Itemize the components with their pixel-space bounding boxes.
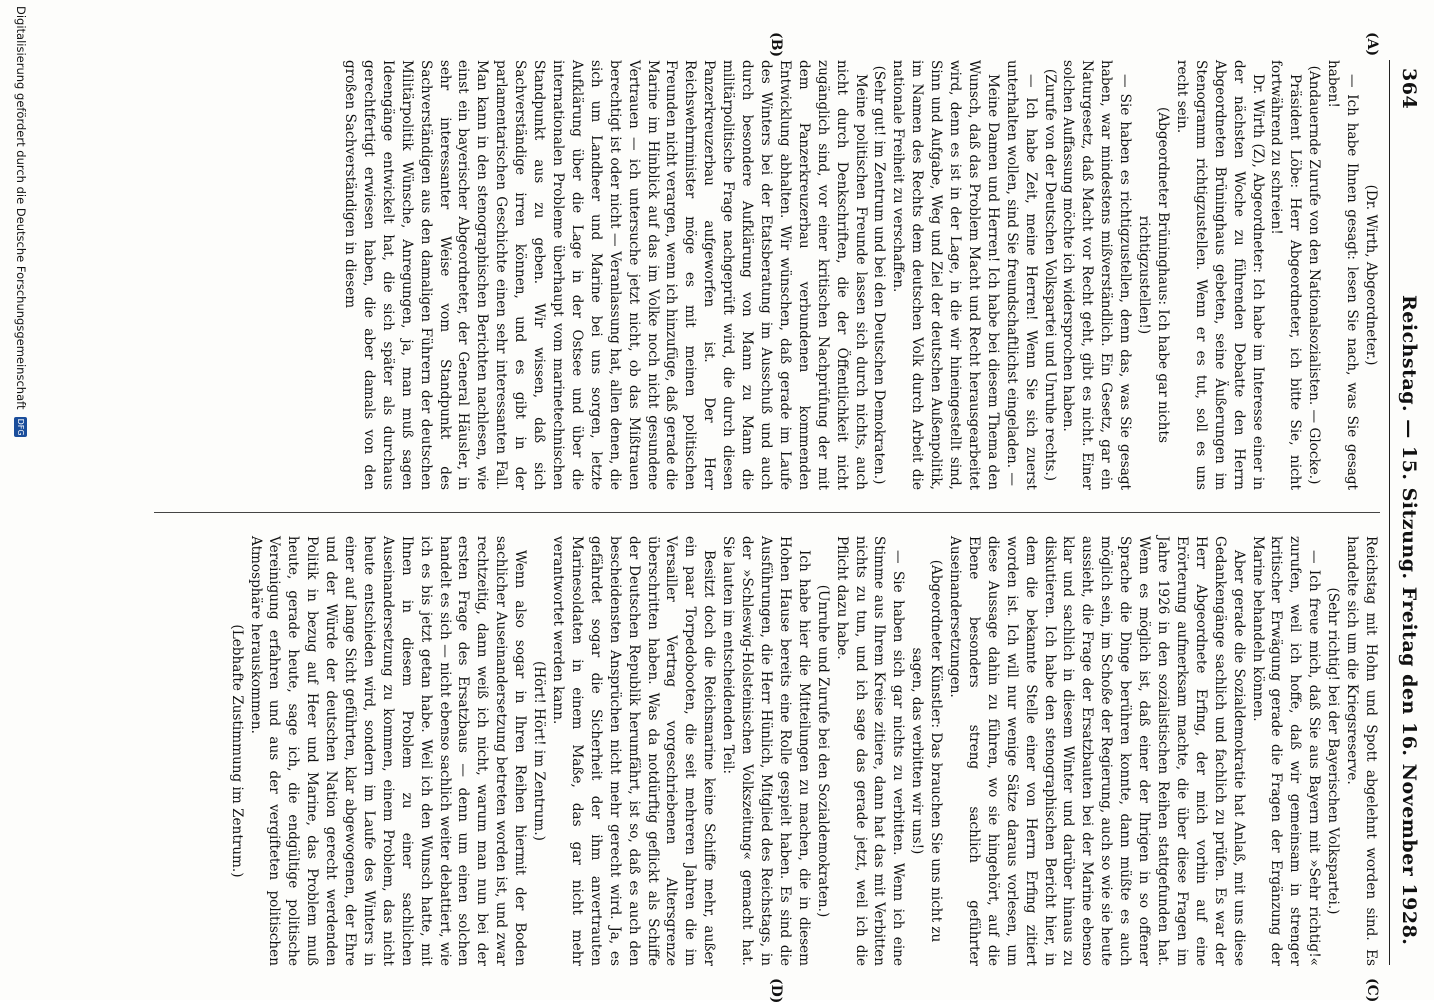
paragraph: — Sie haben sich gar nichts zu verbitten. Wenn ich eine Stimme aus Ihrem Kreise zitiere, dann hat das mit Verbitten nichts zu tun, und ich sage das gerade jetzt, weil ich die Pflicht dazu habe. <box>833 536 907 966</box>
margin-marker-b: (B) <box>768 32 784 58</box>
interjection: (Sehr gut! im Zentrum und bei den Deutschen Demokraten.) <box>871 65 888 485</box>
paragraph: Meine politischen Freunde lassen sich durch nichts, auch nicht durch Denkschriften, die der Öffentlichkeit nicht zugänglich sind, vor einer kritischen Nachprüfung der mit dem Panzerkreuzerbau verbundenen kommenden Entwicklung abhalten. Wir wünschen, daß gerade im Laufe des Winters bei der Etatsberatung im Ausschuß und auch durch besondere Aufklärung von Mann zu Mann die militärpolitische Frage nachgeprüft wird, die durch diesen Panzerkreuzerbau aufgeworfen ist. Der Herr Reichswehrminister möge es mit meinen politischen Freunden nicht verargen, wenn ich hinzufüge, daß gerade die Marine im Hinblick auf das im Volke noch nicht gesundene Vertrauen — ich untersuche jetzt nicht, ob das Mißtrauen berechtigt ist oder nicht — Veranlassung hat, allen denen, die sich um Landheer und Marine bei uns sorgen, letzte Aufklärung über die Lage in der Ostsee und über die internationalen Probleme überhaupt vom marinetechnischen Standpunkt aus zu geben. Wir wissen, daß sich Sachverständige irren können, und es gibt in der parlamentarischen Geschichte einen sehr interessanten Fall. Man kann in den stenographischen Berichten nachlesen, wie einst ein bayerischer Abgeordneter, der General Häusler, in sehr interessanter Weise vom Standpunkt des Sachverständigen aus den damaligen Führern der deutschen Militärpolitik Wünsche, Anregungen, ja, man muß sagen Ideengänge entwickelt hat, die sich später als durchaus gerechtfertigt erwiesen haben, die aber damals von den großen Sachverständigen in diesem <box>342 60 869 490</box>
interjection: (Lebhafte Zustimmung im Zentrum.) <box>228 624 245 878</box>
margin-marker-c: (C) <box>1364 978 1380 1003</box>
interjection: (Hört! Hört! im Zentrum.) <box>531 661 548 841</box>
paragraph: Präsident Löbe: Herr Abgeordneter, ich bitte Sie, nicht fortwährend zu schreien! <box>1268 60 1304 490</box>
paragraph: Wenn also sogar in Ihren Reihen hiermit der Boden sachlicher Auseinandersetzung betreten worden ist, und zwar rechtzeitig, dann weiß ich nicht, warum man nun bei der ersten Frage des Ersatzbaus — denn um einen solchen handelt es sich — nicht ebenso sachlich weiter debattiert, wie ich es bis jetzt getan habe. Weil ich den Wunsch hatte, mit Ihnen in diesem Problem zu einer sachlichen Auseinandersetzung zu kommen, einem Problem, das nicht heute entschieden wird, sondern im Laufe des Winters in einer auf lange Sicht geführten, klar abgewogenen, der Ehre und der Würde der deutschen Nation gerecht werdenden Politik in bezug auf Heer und Marine, das Problem muß heute, gerade heute, sage ich, die endgültige politische Vereinigung erfahren und aus der vergifteten politischen Atmosphäre herauskommen. <box>247 536 529 966</box>
dfg-logo-icon: DFG <box>16 418 25 436</box>
interjection: (Unruhe und Zurufe bei den Sozialdemokraten.) <box>814 584 831 918</box>
right-column <box>227 536 1380 966</box>
margin-marker-a: (A) <box>1364 32 1380 57</box>
page-header <box>1389 60 1424 965</box>
interjection: (Sehr richtig! bei der Bayerischen Volkspartei.) <box>1325 587 1342 915</box>
paragraph: Ich habe hier die Mitteilungen zu machen, die in diesem Hohen Hause bereits eine Rolle gespielt haben. Es sind die Ausführungen, die Herr Hünlich, Mitglied des Reichstags, in der »Schleswig-Holsteinischen Volkszeitung« gemacht hat. Sie lauten im entscheidenden Teil: <box>720 536 812 966</box>
page-title: Reichstag. — 15. Sitzung. Freitag den 16. November 1928. <box>1398 295 1420 946</box>
interjection: (Dr. Wirth, Abgeordneter.) <box>1363 184 1379 366</box>
paragraph: Meine Damen und Herren! Ich habe bei diesem Thema den Wunsch, daß das Problem Macht und Recht herausgearbeitet wird, denn es ist in der Lage, in die wir hineingestellt sind, Sinn und Aufgabe, Weg und Ziel der deutschen Außenpolitik, im Namen des Rechts dem deutschen Volk durch Arbeit die nationale Freiheit zu verschaffen. <box>890 60 1001 490</box>
paragraph: — Ich freue mich, daß Sie aus Bayern mit »Sehr richtig!« zurufen, weil ich hoffe, daß wir gemeinsam in strenger kritischer Erwägung gerade die Fragen der Ergänzung der Marine behandeln können. <box>1249 536 1323 966</box>
interjection: (Andauernde Zurufe von den Nationalsozialisten. — Glocke.) <box>1306 65 1323 485</box>
paragraph: Dr. Wirth (Z), Abgeordneter: Ich habe im Interesse einer in der nächsten Woche zu führenden Debatte den Herrn Abgeordneten Brüninghaus gebeten, seine Äußerungen im Stenogramm richtigzustellen. Wenn er es tut, soll es uns recht sein. <box>1173 60 1266 490</box>
page-body <box>154 32 1424 1003</box>
interjection: (Abgeordneter Brüninghaus: Ich habe gar nichts richtigzustellen!) <box>1136 107 1172 443</box>
paragraph: Besitzt doch die Reichsmarine keine Schiffe mehr, außer ein paar Torpedobooten, die seit mehreren Jahren die im Versailler Vertrag vorgeschriebenen Altersgrenze überschritten haben. Was da notdürftig geflickt als Schiffe der Deutschen Republik herumfährt, ist so, daß es auch den bescheidensten Ansprüchen nicht mehr gerecht wird. Ja, es gefährdet sogar die Sicherheit der ihm anvertrauten Marinesoldaten in einem Maße, das gar nicht mehr verantwortet werden kann. <box>550 536 718 966</box>
column-divider <box>154 512 1380 513</box>
paragraph: Aber gerade die Sozialdemokratie hat Anlaß, mit uns diese Gedankengänge sachlich und fachlich zu prüfen. Es war der Herr Abgeordnete Erfing, der mich vorhin auf eine Erörterung aufmerksam machte, die über diese Fragen im Jahre 1926 in den sozialistischen Reihen stattgefunden hat. Wenn es möglich ist, daß einer der Ihrigen in so offener Sprache die Dinge berühren konnte, dann müßte es auch möglich sein, im Schoße der Regierung, auch so wie sie heute aussieht, die Frage der Ersatzbauten bei der Marine ebenso klar und sachlich in diesem Winter und darüber hinaus zu diskutieren. Ich habe den stenographischen Bericht hier, in dem die bekannte Stelle einer von Herrn Erfing zitiert worden ist. Ich will nur wenige Sätze daraus vorlesen, um diese Aussage dahin zu führen, wo sie hingehört, auf die Ebene besonders streng sachlich geführter Auseinandersetzungen. <box>947 536 1247 966</box>
paragraph: — Ich habe Ihnen gesagt: lesen Sie nach, was Sie gesagt haben! <box>1325 60 1361 490</box>
paragraph: — Ich habe Zeit, meine Herren! Wenn Sie sich zuerst unterhalten wollen, sind Sie freundschaftlichst eingeladen. — <box>1003 60 1039 490</box>
paragraph: Reichstag mit Hohn und Spott abgelehnt worden sind. Es handelte sich um die Kriegsreserve. <box>1344 536 1379 966</box>
page-number: 364 <box>1398 68 1420 110</box>
left-column <box>340 60 1380 490</box>
interjection: (Abgeordneter Künstler: Das brauchen Sie uns nicht zu sagen, das verbitten wir uns!) <box>909 559 945 943</box>
interjection: (Zurufe von der Deutschen Volkspartei und Unruhe rechts.) <box>1041 68 1058 482</box>
margin-marker-d: (D) <box>768 978 784 1003</box>
footer-text: Digitalisierung gefördert durch die Deutsche Forschungsgemeinschaft <box>14 6 28 410</box>
digitization-footer <box>8 6 28 996</box>
paragraph: — Sie haben es richtigzustellen, denn das, was Sie gesagt haben, war mindestens mißverständlich. Ein Gesetz, gar ein Naturgesetz, daß Macht vor Recht geht, gibt es nicht. Einer solchen Auffassung möchte ich widersprochen haben. <box>1060 60 1134 490</box>
